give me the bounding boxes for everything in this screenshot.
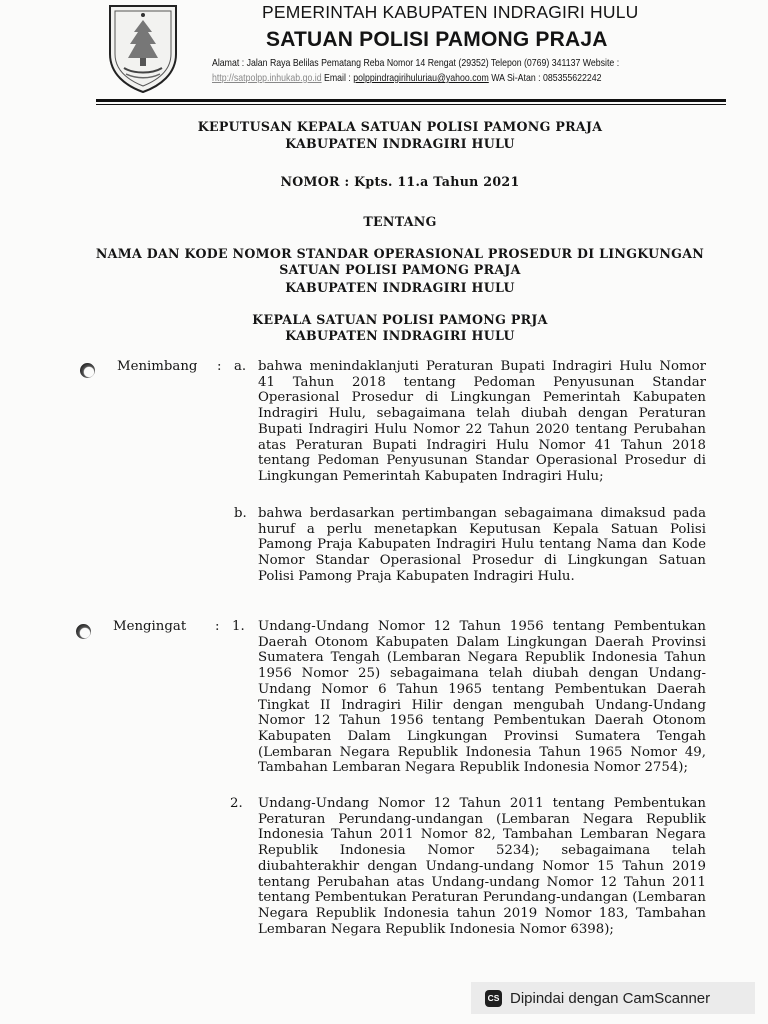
official-line1: KEPALA SATUAN POLISI PAMONG PRJA [252,312,548,327]
coat-of-arms-logo [106,2,180,94]
kop-address: Alamat : Jalan Raya Belilas Pematang Reba Nomor 14 Rengat (29352) Telepon (0769) 341137 Website : [212,58,620,69]
subject-line2: SATUAN POLISI PAMONG PRAJA [279,262,521,277]
website-link[interactable]: http://satpolpp.inhukab.go.id [212,73,322,84]
camscanner-text: Dipindai dengan CamScanner [510,989,711,1007]
decree-number: NOMOR : Kpts. 11.a Tahun 2021 [280,174,520,189]
email-link[interactable]: polppindragirihuluriau@yahoo.com [353,73,489,84]
mengingat-item-2-text: Undang-Undang Nomor 12 Tahun 2011 tentang Pembentukan Peraturan Perundang-undangan (Lembaran Negara Republik Indonesia Tahun 2011 Nomor 82, Tambahan Lembaran Negara Republik Indonesia Nomor 5234); sebagaimana telah diubahterakhir dengan Undang-undang Nomor 15 Tahun 2019 tentang Perubahan atas Undang-undang Nomor 12 Tahun 2011 tentang Pembentukan Peraturan Perundang-undangan (Lembaran Negara Republik Indonesia tahun 2019 Nomor 183, Tambahan Lembaran Negara Republik Indonesia Nomor 6398); [258,796,706,937]
camscanner-watermark [471,982,755,1014]
whatsapp-number: WA Si-Atan : 085355622242 [488,73,602,84]
decree-title-line2: KABUPATEN INDRAGIRI HULU [285,136,515,151]
menimbang-item-a-text: bahwa menindaklanjuti Peraturan Bupati Indragiri Hulu Nomor 41 Tahun 2018 tentang Pedoman Penyusunan Standar Operasional Prosedur di Lingkungan Pemerintah Kabupaten Indragiri Hulu, sebagaimana telah diubah dengan Peraturan Bupati Indragiri Hulu Nomor 22 Tahun 2020 tentang Perubahan atas Peraturan Bupati Indragiri Hulu Nomor 41 Tahun 2018 tentang Pedoman Penyusunan Standar Operasional Prosedur di Lingkungan Pemerintah Kabupaten Indragiri Hulu; [258,359,706,484]
header-rule-thick [96,99,726,102]
subject-line1: NAMA DAN KODE NOMOR STANDAR OPERASIONAL PROSEDUR DI LINGKUNGAN [95,246,705,261]
menimbang-item-a-mark: a. [234,359,247,374]
mengingat-colon: : [215,619,220,634]
header-rule-thin [96,104,726,105]
camscanner-icon: CS [485,990,502,1007]
tentang-heading: TENTANG [363,214,437,229]
mengingat-item-2-mark: 2. [230,796,243,811]
menimbang-item-b-mark: b. [234,506,247,521]
menimbang-label: Menimbang [117,359,198,374]
decree-title-line1: KEPUTUSAN KEPALA SATUAN POLISI PAMONG PRAJA [197,119,603,134]
hole-punch-mark [76,624,91,639]
menimbang-colon: : [217,359,222,374]
kop-contacts [212,73,601,84]
menimbang-item-b-text: bahwa berdasarkan pertimbangan sebagaimana dimaksud pada huruf a perlu menetapkan Keputusan Kepala Satuan Polisi Pamong Praja Kabupaten Indragiri Hulu tentang Nama dan Kode Nomor Standar Operasional Prosedur di Lingkungan Satuan Polisi Pamong Praja Kabupaten Indragiri Hulu. [258,506,706,584]
kop-government-name: PEMERINTAH KABUPATEN INDRAGIRI HULU [262,2,639,22]
subject-line3: KABUPATEN INDRAGIRI HULU [285,280,515,295]
kop-agency-name: SATUAN POLISI PAMONG PRAJA [266,28,608,51]
email-label: Email : [321,73,354,84]
hole-punch-mark [80,363,95,378]
mengingat-item-1-mark: 1. [232,619,245,634]
mengingat-item-1-text: Undang-Undang Nomor 12 Tahun 1956 tentang Pembentukan Daerah Otonom Kabupaten Dalam Lingkungan Daerah Provinsi Sumatera Tengah (Lembaran Negara Republik Indonesia Tahun 1956 Nomor 25) sebagaimana telah diubah dengan Undang-Undang Nomor 6 Tahun 1965 tentang Pembentukan Daerah Tingkat II Indragiri Hilir dengan mengubah Undang-Undang Nomor 12 Tahun 1956 tentang Pembentukan Daerah Otonom Kabupaten Dalam Lingkungan Provinsi Sumatera Tengah (Lembaran Negara Republik Indonesia Tahun 1965 Nomor 49, Tambahan Lembaran Negara Republik Indonesia Nomor 2754); [258,619,706,776]
mengingat-label: Mengingat [113,619,187,634]
official-line2: KABUPATEN INDRAGIRI HULU [285,328,515,343]
